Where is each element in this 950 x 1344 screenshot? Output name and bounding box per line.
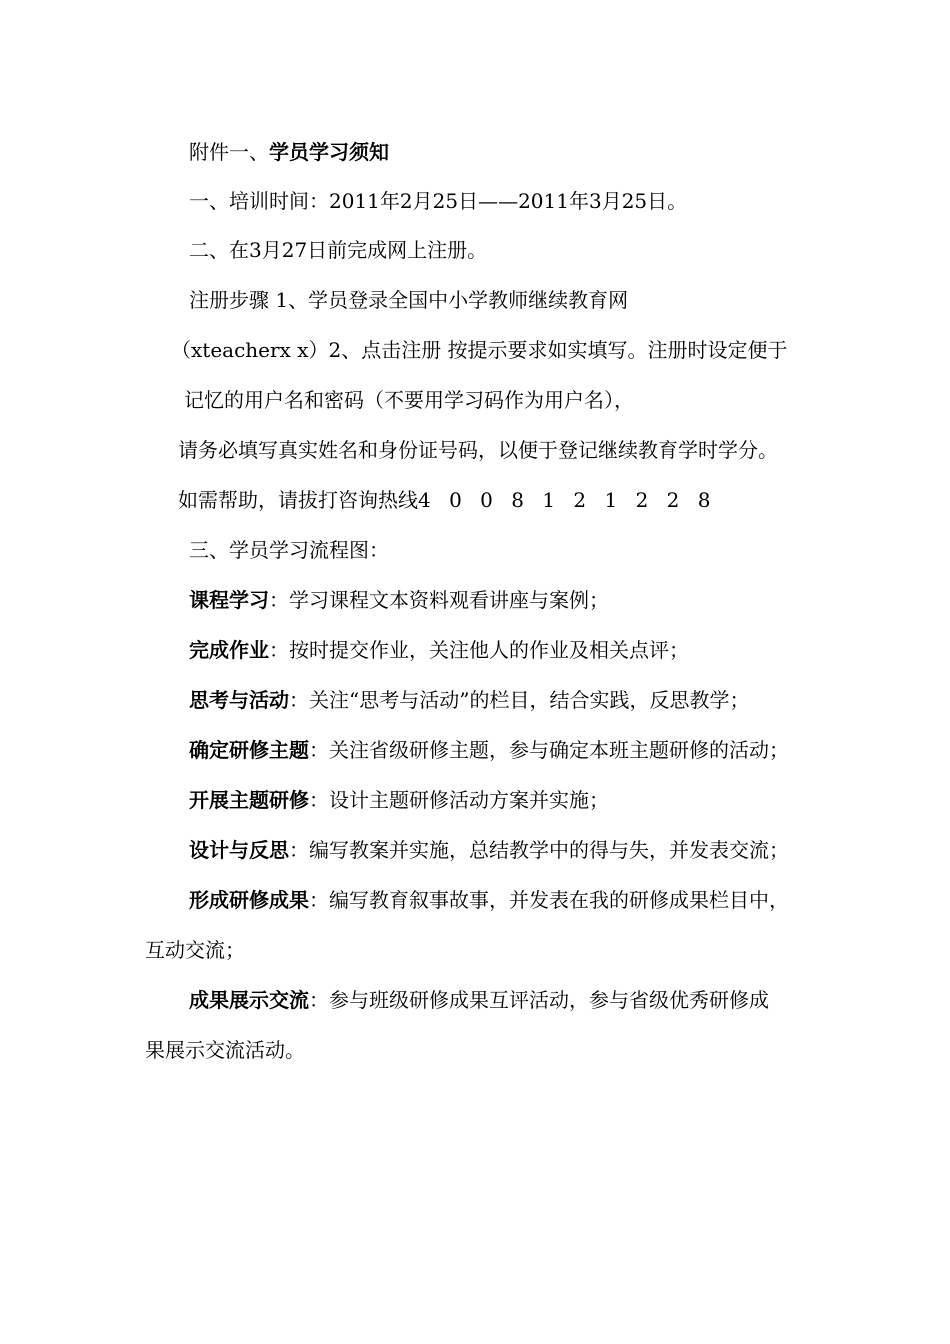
flow-item bbox=[189, 686, 749, 714]
flow-item-text: ：设计主题研修活动方案并实施； bbox=[309, 788, 609, 812]
help-prefix: 如需帮助，请拔打咨询热线 bbox=[178, 488, 418, 512]
registration-steps-line-2: （xteacherx x）2、点击注册 按提示要求如实填写。注册时设定便于 bbox=[171, 338, 788, 362]
flow-item bbox=[189, 786, 609, 814]
flow-item-label: 开展主题研修 bbox=[189, 788, 309, 812]
flow-item bbox=[189, 886, 789, 914]
flow-item bbox=[189, 636, 689, 664]
heading-title: 学员学习须知 bbox=[269, 140, 389, 164]
flow-item bbox=[189, 736, 789, 764]
training-time: 一、培训时间：2011年2月25日——2011年3月25日。 bbox=[189, 189, 688, 213]
flow-item-text: ：参与班级研修成果互评活动，参与省级优秀研修成 bbox=[309, 988, 769, 1012]
flow-item-text: ：关注省级研修主题，参与确定本班主题研修的活动； bbox=[309, 738, 789, 762]
flow-item-label: 成果展示交流 bbox=[189, 988, 309, 1012]
flow-item bbox=[189, 986, 769, 1014]
flow-item-text: ：编写教育叙事故事，并发表在我的研修成果栏目中， bbox=[309, 888, 789, 912]
flow-item-text: ：学习课程文本资料观看讲座与案例； bbox=[269, 588, 609, 612]
flow-item-label: 形成研修成果 bbox=[189, 888, 309, 912]
registration-deadline: 二、在3月27日前完成网上注册。 bbox=[189, 238, 488, 262]
flow-item-label: 思考与活动 bbox=[189, 688, 289, 712]
registration-steps-line-1: 注册步骤 1、学员登录全国中小学教师继续教育网 bbox=[189, 288, 629, 312]
flow-item-label: 课程学习 bbox=[189, 588, 269, 612]
flow-item bbox=[189, 836, 789, 864]
flow-heading: 三、学员学习流程图： bbox=[189, 538, 389, 562]
document-heading bbox=[189, 138, 389, 166]
flow-item-text: ：按时提交作业，关注他人的作业及相关点评； bbox=[269, 638, 689, 662]
flow-item-text: ：编写教案并实施，总结教学中的得与失，并发表交流； bbox=[289, 838, 789, 862]
heading-prefix: 附件一、 bbox=[189, 140, 269, 164]
registration-steps-line-3: 记忆的用户名和密码（不要用学习码作为用户名）， bbox=[184, 388, 634, 412]
flow-item-continuation: 互动交流； bbox=[145, 938, 245, 962]
flow-item bbox=[189, 586, 609, 614]
flow-item-label: 设计与反思 bbox=[189, 838, 289, 862]
flow-item-text: ：关注“思考与活动”的栏目，结合实践，反思教学； bbox=[289, 688, 750, 712]
flow-item-label: 确定研修主题 bbox=[189, 738, 309, 762]
help-hotline-line bbox=[178, 486, 716, 514]
registration-steps-line-4: 请务必填写真实姓名和身份证号码，以便于登记继续教育学时学分。 bbox=[178, 438, 778, 462]
flow-item-continuation: 果展示交流活动。 bbox=[145, 1038, 305, 1062]
hotline-number: 4 0 0 8 1 2 1 2 2 8 bbox=[418, 488, 717, 512]
flow-item-label: 完成作业 bbox=[189, 638, 269, 662]
